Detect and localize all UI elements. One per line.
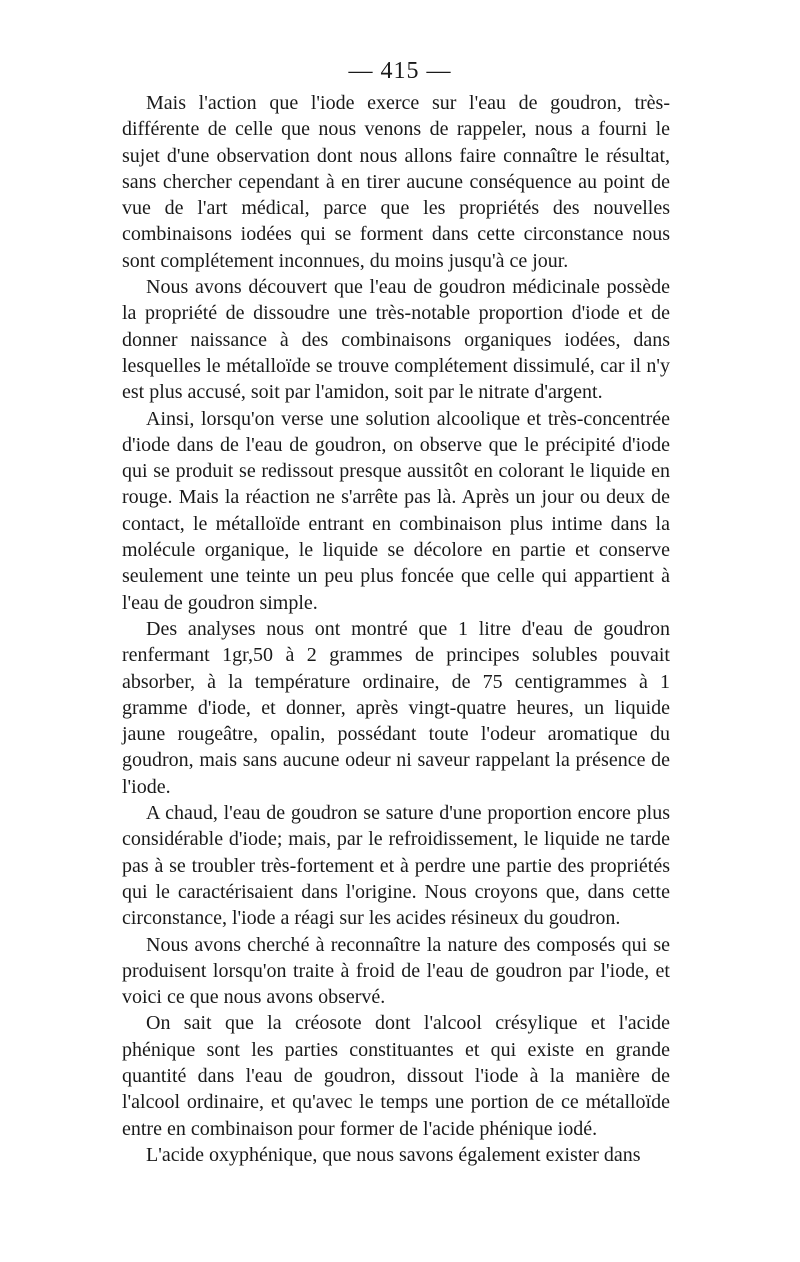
paragraph-3: Ainsi, lorsqu'on verse une solution alcoolique et très-concentrée d'iode dans de l'eau de goudron, on observe que le précipité d'iode qui se produit se redissout presque aussitôt en colorant le liquide en rouge. Mais la réaction ne s'arrête pas là. Après un jour ou deux de contact, le métalloïde entrant en combinaison plus intime dans la molécule organique, le liquide se décolore en partie et conserve seulement une teinte un peu plus foncée que celle qui appartient à l'eau de goudron simple. xyxy=(122,407,670,614)
paragraph-2: Nous avons découvert que l'eau de goudron médicinale possède la propriété de dissoudre une très-notable proportion d'iode et de donner naissance à des combinaisons organiques iodées, dans lesquelles le métalloïde se trouve complétement dissimulé, car il n'y est plus accusé, soit par l'amidon, soit par le nitrate d'argent. xyxy=(122,276,670,404)
paragraph-5: A chaud, l'eau de goudron se sature d'une proportion encore plus considérable d'iode; mais, par le refroidissement, le liquide ne tarde pas à se troubler très-fortement et à perdre une partie des propriétés qui le caractérisaient dans l'origine. Nous croyons que, dans cette circonstance, l'iode a réagi sur les acides résineux du goudron. xyxy=(122,802,670,930)
paragraph-7: On sait que la créosote dont l'alcool crésylique et l'acide phénique sont les parties constituantes et qui existe en grande quantité dans l'eau de goudron, dissout l'iode à la manière de l'alcool ordinaire, et qu'avec le temps une portion de ce métalloïde entre en combinaison pour former de l'acide phénique iodé. xyxy=(122,1012,670,1140)
page-number: — 415 — xyxy=(348,58,452,84)
body-text xyxy=(122,90,670,1168)
paragraph-8: L'acide oxyphénique, que nous savons également exister dans xyxy=(146,1143,641,1166)
paragraph-6: Nous avons cherché à reconnaître la nature des composés qui se produisent lorsqu'on traite à froid de l'eau de goudron par l'iode, et voici ce que nous avons observé. xyxy=(122,933,670,1009)
paragraph-1: Mais l'action que l'iode exerce sur l'eau de goudron, très-différente de celle que nous venons de rappeler, nous a fourni le sujet d'une observation dont nous allons faire connaître le résultat, sans chercher cependant à en tirer aucune conséquence au point de vue de l'art médical, parce que les propriétés des nouvelles combinaisons iodées qui se forment dans cette circonstance nous sont complétement inconnues, du moins jusqu'à ce jour. xyxy=(122,92,670,272)
paragraph-4: Des analyses nous ont montré que 1 litre d'eau de goudron renfermant 1gr,50 à 2 grammes de principes solubles pouvait absorber, à la température ordinaire, de 75 centigrammes à 1 gramme d'iode, et donner, après vingt-quatre heures, un liquide jaune rougeâtre, opalin, possédant toute l'odeur aromatique du goudron, mais sans aucune odeur ni saveur rappelant la présence de l'iode. xyxy=(122,617,670,798)
